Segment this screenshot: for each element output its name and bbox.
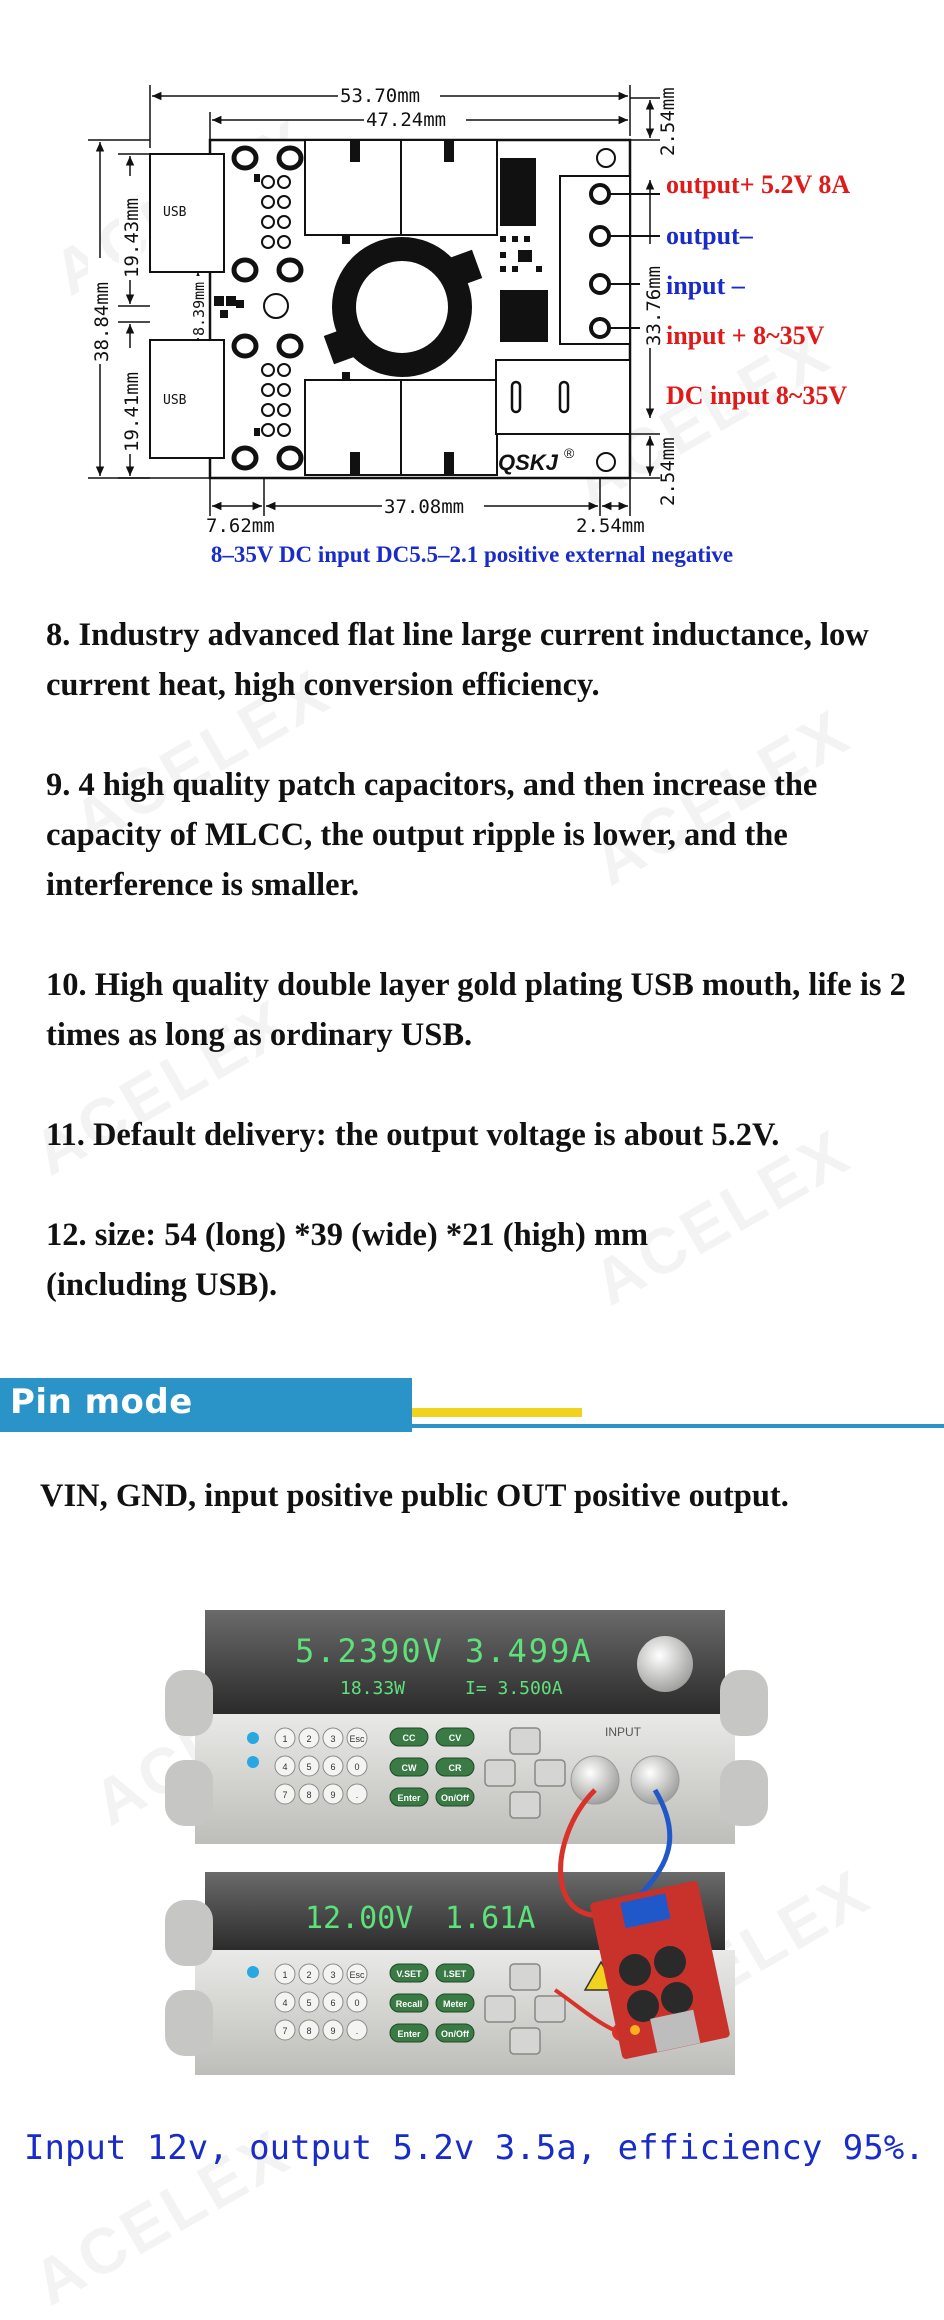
dim-bottom-margin: 2.54mm: [657, 437, 679, 506]
keypad-key-label: 8: [306, 2026, 312, 2036]
supply-voltage-readout: 12.00V: [305, 1901, 414, 1936]
instrument-button-label: On/Off: [441, 1793, 469, 1803]
keypad-key-label: 3: [330, 1734, 336, 1744]
usb-label-bottom: USB: [163, 393, 187, 408]
keypad-key-label: 6: [330, 1998, 336, 2008]
instrument-button-label: On/Off: [441, 2029, 469, 2039]
diagram-caption: 8–35V DC input DC5.5–2.1 positive external negative: [210, 542, 734, 567]
keypad-key-label: 5: [306, 1998, 312, 2008]
load-power-readout: 18.33W: [340, 1678, 406, 1699]
board-dimension-diagram: [0, 0, 944, 580]
keypad-key-label: .: [355, 2026, 359, 2036]
load-dial-knob: [637, 1636, 693, 1692]
usb-port-bottom: [150, 340, 224, 458]
instrument-button-label: Enter: [397, 1793, 421, 1803]
keypad-key-label: 4: [282, 1998, 288, 2008]
label-input-positive: input + 8~35V: [666, 321, 825, 350]
feature-item-9: 9. 4 high quality patch capacitors, and then increase the capacity of MLCC, the output ripple is lower, and the interference is smaller.: [46, 767, 818, 903]
dim-left-offset: 7.62mm: [206, 515, 275, 537]
feature-item-12: 12. size: 54 (long) *39 (wide) *21 (high) mm (including USB).: [46, 1217, 649, 1303]
dim-right-height: 33.76mm: [643, 265, 665, 346]
keypad-key-label: 9: [330, 2026, 336, 2036]
feature-item-10: 10. High quality double layer gold plating USB mouth, life is 2 times as long as ordinary USB.: [46, 967, 906, 1053]
keypad-key-label: 4: [282, 1762, 288, 1772]
efficiency-test-photo: [165, 1610, 780, 2080]
efficiency-result: Input 12v, output 5.2v 3.5a, efficiency 95%.: [24, 2128, 925, 2168]
label-output-positive: output+ 5.2V 8A: [666, 170, 851, 199]
dim-width-inner: 47.24mm: [366, 109, 447, 131]
keypad-key-label: .: [355, 1790, 359, 1800]
dim-top-margin: 2.54mm: [657, 87, 679, 156]
keypad-key-label: 7: [282, 2026, 288, 2036]
brand-logo: QSKJ: [498, 450, 558, 475]
load-current-readout: 3.499A: [465, 1632, 593, 1670]
dim-bottom-span: 37.08mm: [384, 496, 465, 518]
instrument-button-label: I.SET: [443, 1969, 467, 1979]
keypad-key-label: 6: [330, 1762, 336, 1772]
instrument-button-label: Enter: [397, 2029, 421, 2039]
keypad-key-label: 1: [282, 1734, 288, 1744]
section-header-pin-mode: [0, 1378, 944, 1434]
keypad-key-label: 3: [330, 1970, 336, 1980]
instrument-button-label: CW: [401, 1763, 417, 1773]
load-voltage-readout: 5.2390V: [295, 1632, 444, 1670]
supply-current-readout: 1.61A: [445, 1901, 536, 1936]
instrument-button-label: V.SET: [396, 1969, 422, 1979]
keypad-key-label: 2: [306, 1970, 312, 1980]
dim-usb-gap: 8.39mm: [190, 281, 208, 336]
keypad-key-label: 0: [354, 1762, 360, 1772]
dim-height-total: 38.84mm: [91, 281, 113, 362]
instrument-button-label: CC: [402, 1733, 416, 1743]
dim-width-total: 53.70mm: [340, 85, 421, 107]
feature-item-11: 11. Default delivery: the output voltage is about 5.2V.: [46, 1117, 780, 1153]
input-terminal-label: INPUT: [605, 1725, 641, 1739]
pin-mode-description: VIN, GND, input positive public OUT positive output.: [40, 1478, 789, 1514]
keypad-key-label: 8: [306, 1790, 312, 1800]
load-setpoint-readout: I= 3.500A: [465, 1678, 563, 1699]
electronic-load: [165, 1610, 768, 1844]
keypad-key-label: 0: [354, 1998, 360, 2008]
instrument-button-label: CR: [448, 1763, 462, 1773]
instrument-button-label: Recall: [395, 1999, 423, 2009]
header-accent-yellow: [412, 1408, 582, 1417]
label-input-negative: input –: [666, 271, 745, 300]
keypad-key-label: 1: [282, 1970, 288, 1980]
keypad-key-label: 2: [306, 1734, 312, 1744]
usb-label-top: USB: [163, 205, 187, 220]
mounting-hole-bottom: [597, 453, 615, 471]
dim-bottom-right: 2.54mm: [576, 515, 645, 537]
registered-mark: ®: [564, 445, 575, 461]
dim-usb-top: 19.43mm: [121, 197, 143, 278]
label-output-negative: output–: [666, 221, 753, 250]
section-title: Pin mode: [10, 1382, 193, 1422]
mounting-hole-top: [597, 149, 615, 167]
label-dc-input: DC input 8~35V: [666, 381, 848, 410]
instrument-button-label: CV: [448, 1733, 462, 1743]
keypad-key-label: Esc: [349, 1970, 365, 1980]
instrument-button-label: Meter: [442, 1999, 468, 2009]
header-accent-line: [412, 1424, 944, 1428]
keypad-key-label: 9: [330, 1790, 336, 1800]
keypad-key-label: 7: [282, 1790, 288, 1800]
keypad-key-label: Esc: [349, 1734, 365, 1744]
usb-port-top: [150, 154, 224, 272]
dim-usb-bottom: 19.41mm: [121, 371, 143, 452]
feature-item-8: 8. Industry advanced flat line large current inductance, low current heat, high conversion efficiency.: [46, 617, 869, 703]
keypad-key-label: 5: [306, 1762, 312, 1772]
